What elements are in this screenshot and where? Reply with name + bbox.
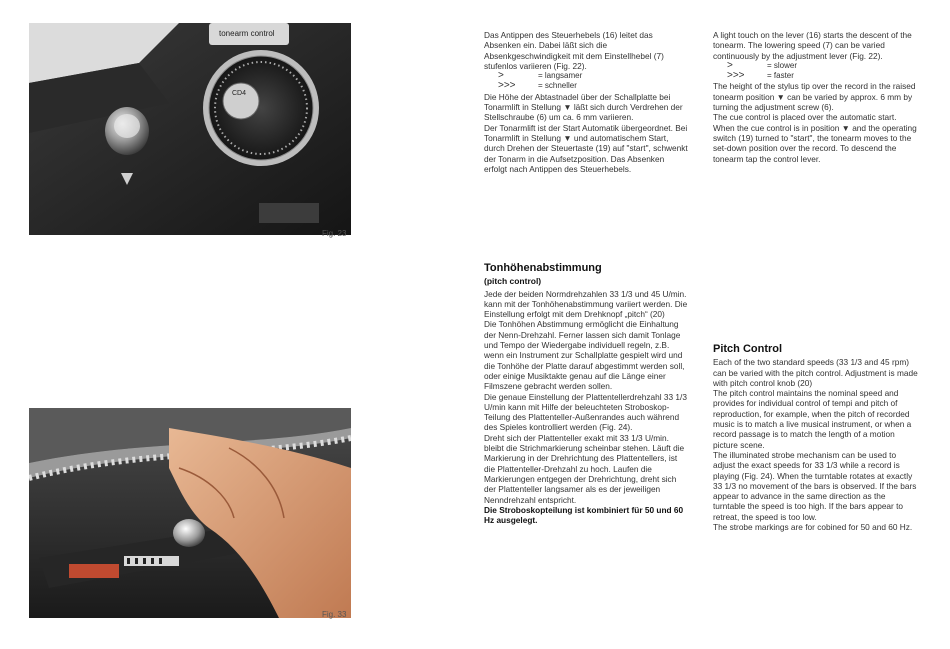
speed-symbol-row bbox=[713, 71, 920, 81]
paragraph: The cue control is placed over the automatic start. When the cue control is in position ▼ and the operating switch (19) turned to "start", the tonearm moves to the set-down position over the record. To descend the tonearm tap the control lever. bbox=[713, 112, 917, 164]
english-text-cue-lever bbox=[713, 30, 920, 164]
symbol-slow: > bbox=[727, 59, 733, 71]
symbol-fast: >>> bbox=[498, 80, 516, 92]
speed-symbol-row bbox=[484, 81, 689, 91]
paragraph: Jede der beiden Normdrehzahlen 33 1/3 und 45 U/min. kann mit der Tonhöhenabstimmung variiert werden. Die Einstellung erfolgt mit dem Drehknopf „pitch“ (20) bbox=[484, 288, 688, 320]
paragraph: The pitch control maintains the nominal speed and provides for individual control of tempi and pitch of reproduction, for example, when the pitch of recorded music is to match a live musical instrument, or when a record passage is to match the length of a motion picture scene. bbox=[713, 388, 912, 450]
tonearm-label-text: tonearm control bbox=[219, 29, 275, 38]
paragraph-bold: Die Stroboskopteilung ist kombiniert für 50 und 60 Hz ausgelegt. bbox=[484, 504, 684, 526]
symbol-fast-meaning: = faster bbox=[767, 71, 794, 81]
english-text-pitch bbox=[713, 344, 920, 532]
paragraph: Each of the two standard speeds (33 1/3 and 45 rpm) can be varied with the pitch control. Adjustment is made with pitch control knob (20) bbox=[713, 357, 918, 388]
tonearm-control-illustration bbox=[29, 23, 351, 235]
tonearm-control-photo bbox=[29, 23, 351, 235]
paragraph: Der Tonarmlift ist der Start Automatik übergeordnet. Bei Tonarmlift in Stellung ▼ und automatischem Start, durch Drehen der Steuertaste (19) auf "start", schwenkt der Tonarm in die Aufsetzposition. Das Absenken erfolgt nach Antippen des Steuerhebels. bbox=[484, 122, 688, 174]
paragraph: A light touch on the lever (16) starts the descent of the tonearm. The lowering speed (7) can be varied continuously by the adjustment lever (Fig. 22). bbox=[713, 30, 912, 61]
section-heading: Tonhöhenabstimmung bbox=[484, 262, 602, 274]
symbol-slow-meaning: = langsamer bbox=[538, 71, 583, 81]
figure-label-23: Fig. 23 bbox=[322, 229, 347, 238]
figure-label-33: Fig. 33 bbox=[322, 610, 347, 619]
paragraph: Die Höhe der Abtastnadel über der Schallplatte bei Tonarmlift in Stellung ▼ läßt sich durch Verdrehen der Stellschraube (6) um ca. 6 mm variieren. bbox=[484, 91, 683, 123]
pitch-indicator-light bbox=[69, 564, 119, 578]
german-text-cue-lever bbox=[484, 30, 689, 174]
pitch-control-illustration bbox=[29, 408, 351, 618]
paragraph: The height of the stylus tip over the record in the raised tonearm position ▼ can be varied by approx. 6 mm by turning the adjustment screw (6). bbox=[713, 81, 916, 113]
paragraph: Das Antippen des Steuerhebels (16) leitet das Absenken ein. Dabei läßt sich die Absenkgeschwindigkeit mit dem Einstellhebel (7) stufenlos variieren (Fig. 22). bbox=[484, 30, 664, 71]
symbol-slow-meaning: = slower bbox=[767, 60, 798, 70]
paragraph: Dreht sich der Plattenteller exakt mit 33 1/3 U/min. bleibt die Strichmarkierung scheinbar stehen. Läuft die Markierung in der Drehrichtung des Plattentellers, ist die Plattenteller-Drehzahl zu hoch. Laufen die Markierungen entgegen der Drehrichtung, dreht sich der Plattenteller langsamer als es der jeweiligen Nenndrehzahl entspricht. bbox=[484, 432, 685, 505]
paragraph: Die Tonhöhen Abstimmung ermöglicht die Einhaltung der Nenn-Drehzahl. Ferner lassen sich damit Tonlage und Tempo der Wiedergabe individuell regeln, z.B. wenn ein Instrument zur Schallplatte gespielt wird und die Tonhöhe der Platte darauf abgestimmt werden soll, oder einige Musiktakte genau auf die Länge einer Filmszene gebracht werden sollen. bbox=[484, 319, 685, 392]
symbol-slow: > bbox=[498, 70, 504, 82]
section-heading: Pitch Control bbox=[713, 343, 783, 355]
cue-dial-text: CD4 bbox=[232, 90, 247, 97]
german-text-pitch bbox=[484, 263, 689, 525]
paragraph: The strobe markings are for cobined for 50 and 60 Hz. bbox=[713, 522, 913, 533]
symbol-fast: >>> bbox=[727, 70, 745, 82]
pitch-knob bbox=[173, 519, 205, 547]
symbol-fast-meaning: = schneller bbox=[538, 81, 577, 91]
section-subheading: (pitch control) bbox=[484, 276, 542, 287]
pitch-control-photo bbox=[29, 408, 351, 618]
paragraph: Die genaue Einstellung der Plattentellerdrehzahl 33 1/3 U/min kann mit Hilfe der beleuchteten Stroboskop-Teilung des Plattenteller-Außenrandes auch während des Spieles kontrolliert werden (Fig. 24). bbox=[484, 391, 687, 433]
paragraph: The illuminated strobe mechanism can be used to adjust the exact speeds for 33 1/3 while a record is playing (Fig. 24). When the turntable rotates at exactly 33 1/3 no movement of the bars is observed. If the bars appear to advance in the same direction as the turntable the speed is too high. If the bars appear to retreat, the speed is too low. bbox=[713, 449, 917, 522]
